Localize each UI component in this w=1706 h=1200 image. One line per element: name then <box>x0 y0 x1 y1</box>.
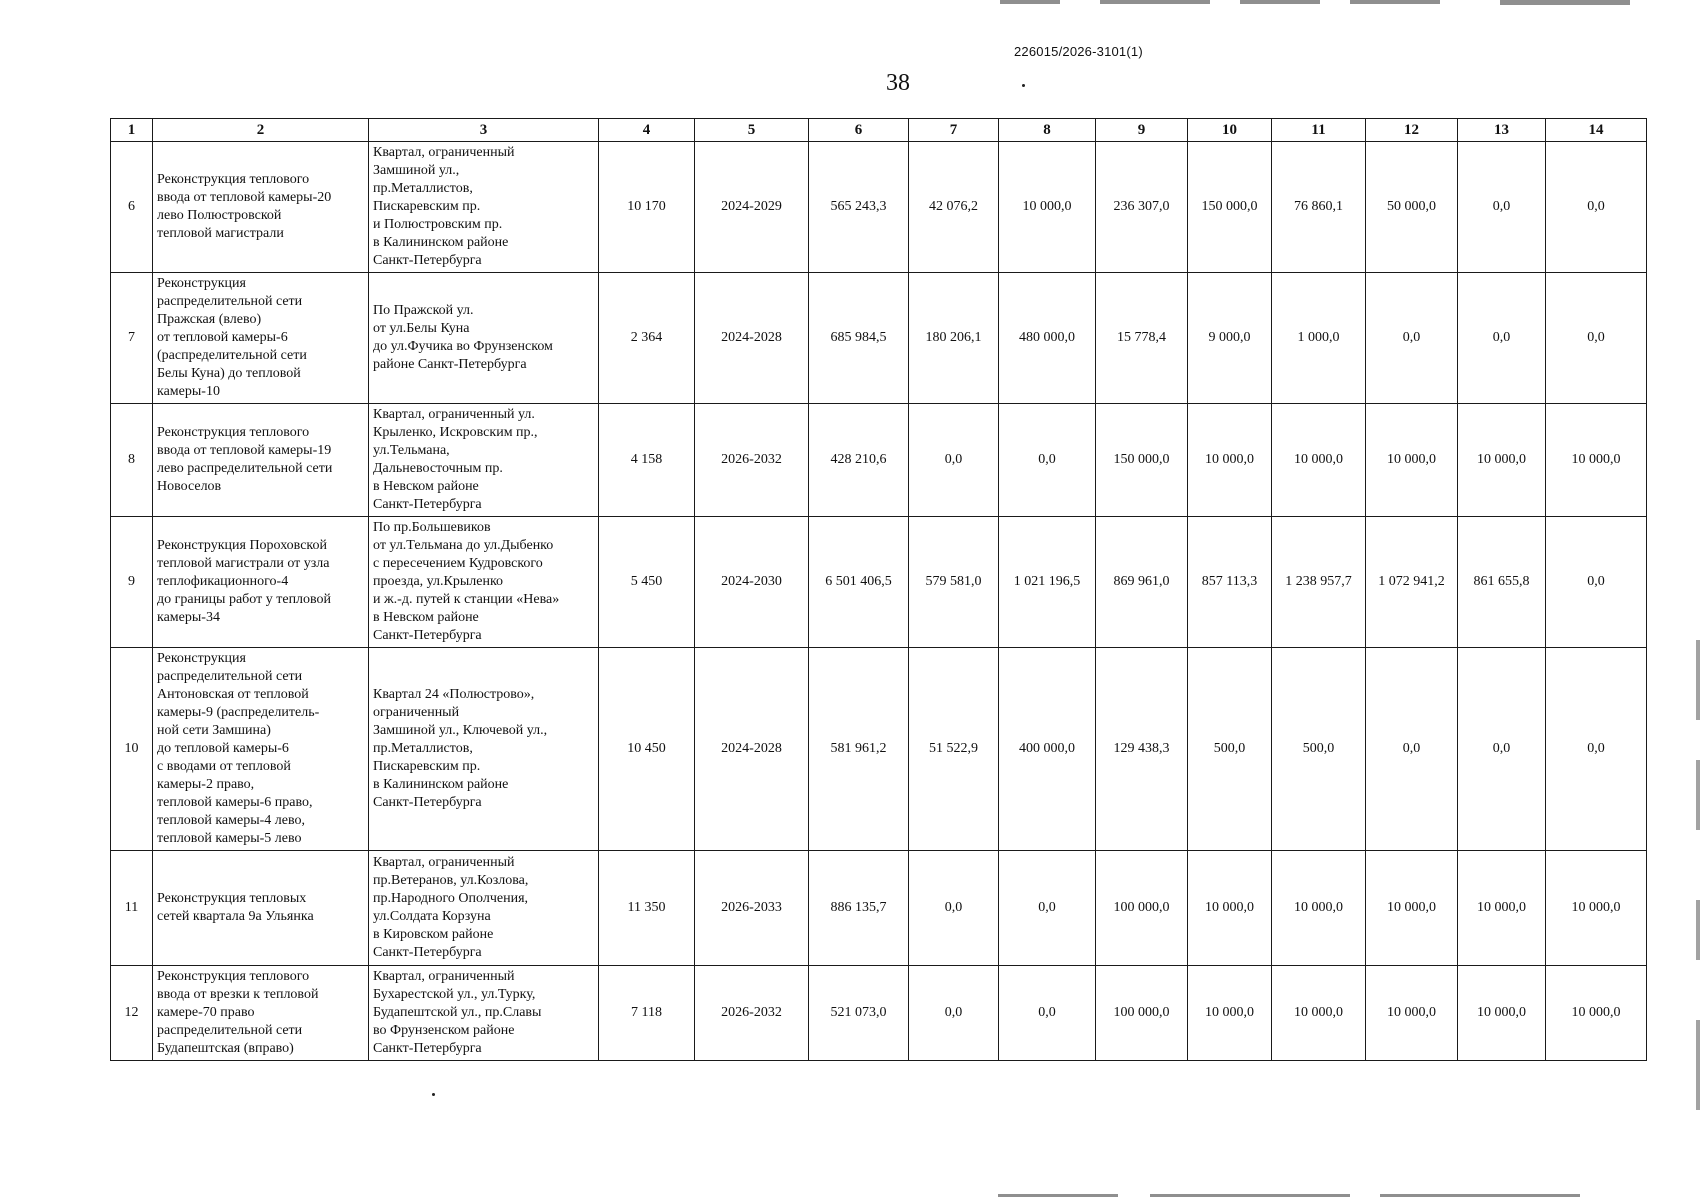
scan-artifact-bottom <box>998 1194 1118 1197</box>
object-name: Реконструкция распределительной сети Пражская (влево) от тепловой камеры-6 (распределительной сети Белы Куна) до тепловой камеры-10 <box>153 273 369 404</box>
column-header: 14 <box>1546 119 1647 142</box>
cell-col12: 10 000,0 <box>1366 851 1458 966</box>
cell-col14: 10 000,0 <box>1546 966 1647 1061</box>
object-location: Квартал, ограниченный пр.Ветеранов, ул.Козлова, пр.Народного Ополчения, ул.Солдата Корзуна в Кировском районе Санкт-Петербурга <box>369 851 599 966</box>
cell-col8: 400 000,0 <box>999 648 1096 851</box>
cell-col9: 15 778,4 <box>1096 273 1188 404</box>
column-header: 8 <box>999 119 1096 142</box>
cell-col6: 6 501 406,5 <box>809 517 909 648</box>
cell-col14: 0,0 <box>1546 142 1647 273</box>
object-location: По пр.Большевиков от ул.Тельмана до ул.Дыбенко с пересечением Кудровского проезда, ул.Крыленко и ж.-д. путей к станции «Нева» в Невском районе Санкт-Петербурга <box>369 517 599 648</box>
row-number: 7 <box>111 273 153 404</box>
table-row <box>111 142 1647 273</box>
cell-col12: 50 000,0 <box>1366 142 1458 273</box>
object-location: Квартал, ограниченный Бухарестской ул., ул.Турку, Будапештской ул., пр.Славы во Фрунзенском районе Санкт-Петербурга <box>369 966 599 1061</box>
table-row <box>111 517 1647 648</box>
column-header: 3 <box>369 119 599 142</box>
cell-col4: 10 170 <box>599 142 695 273</box>
column-header: 10 <box>1188 119 1272 142</box>
scan-artifact-bottom <box>1150 1194 1350 1197</box>
cell-col8: 1 021 196,5 <box>999 517 1096 648</box>
column-header: 2 <box>153 119 369 142</box>
cell-col10: 9 000,0 <box>1188 273 1272 404</box>
scan-artifact-right <box>1696 760 1700 830</box>
cell-col14: 0,0 <box>1546 273 1647 404</box>
cell-col9: 129 438,3 <box>1096 648 1188 851</box>
cell-col14: 0,0 <box>1546 517 1647 648</box>
scan-artifact-top <box>1500 0 1630 5</box>
scan-dot <box>1022 84 1025 87</box>
row-number: 10 <box>111 648 153 851</box>
object-location: По Пражской ул. от ул.Белы Куна до ул.Фучика во Фрунзенском районе Санкт-Петербурга <box>369 273 599 404</box>
cell-col9: 236 307,0 <box>1096 142 1188 273</box>
column-header: 4 <box>599 119 695 142</box>
object-location: Квартал, ограниченный Замшиной ул., пр.Металлистов, Пискаревским пр. и Полюстровским пр. в Калининском районе Санкт-Петербурга <box>369 142 599 273</box>
cell-col11: 10 000,0 <box>1272 966 1366 1061</box>
cell-col12: 0,0 <box>1366 648 1458 851</box>
scan-artifact-right <box>1696 900 1700 960</box>
cell-col13: 0,0 <box>1458 142 1546 273</box>
cell-col9: 150 000,0 <box>1096 404 1188 517</box>
cell-col11: 76 860,1 <box>1272 142 1366 273</box>
row-number: 12 <box>111 966 153 1061</box>
cell-col7: 0,0 <box>909 966 999 1061</box>
table-row <box>111 966 1647 1061</box>
column-header: 1 <box>111 119 153 142</box>
cell-col12: 1 072 941,2 <box>1366 517 1458 648</box>
cell-col5: 2024-2029 <box>695 142 809 273</box>
scan-artifact-right <box>1696 1020 1700 1110</box>
cell-col13: 861 655,8 <box>1458 517 1546 648</box>
cell-col4: 7 118 <box>599 966 695 1061</box>
cell-col14: 0,0 <box>1546 648 1647 851</box>
object-name: Реконструкция теплового ввода от тепловой камеры-20 лево Полюстровской тепловой магистрали <box>153 142 369 273</box>
cell-col4: 5 450 <box>599 517 695 648</box>
cell-col5: 2024-2028 <box>695 273 809 404</box>
page-number: 38 <box>886 70 910 96</box>
table-row <box>111 404 1647 517</box>
object-location: Квартал 24 «Полюстрово», ограниченный Замшиной ул., Ключевой ул., пр.Металлистов, Пискаревским пр. в Калининском районе Санкт-Петербурга <box>369 648 599 851</box>
cell-col7: 42 076,2 <box>909 142 999 273</box>
cell-col8: 10 000,0 <box>999 142 1096 273</box>
object-name: Реконструкция теплового ввода от врезки к тепловой камере-70 право распределительной сети Будапештская (вправо) <box>153 966 369 1061</box>
cell-col11: 500,0 <box>1272 648 1366 851</box>
cell-col10: 857 113,3 <box>1188 517 1272 648</box>
document-code: 226015/2026-3101(1) <box>1014 44 1143 59</box>
scan-artifact-top <box>1240 0 1320 4</box>
cell-col11: 10 000,0 <box>1272 851 1366 966</box>
cell-col8: 480 000,0 <box>999 273 1096 404</box>
cell-col13: 10 000,0 <box>1458 851 1546 966</box>
row-number: 11 <box>111 851 153 966</box>
cell-col8: 0,0 <box>999 404 1096 517</box>
scan-artifact-top <box>1100 0 1210 4</box>
cell-col10: 500,0 <box>1188 648 1272 851</box>
table-row <box>111 851 1647 966</box>
cell-col8: 0,0 <box>999 851 1096 966</box>
cell-col13: 0,0 <box>1458 648 1546 851</box>
cell-col7: 51 522,9 <box>909 648 999 851</box>
cell-col5: 2026-2032 <box>695 966 809 1061</box>
cell-col12: 10 000,0 <box>1366 966 1458 1061</box>
cell-col9: 869 961,0 <box>1096 517 1188 648</box>
cell-col14: 10 000,0 <box>1546 404 1647 517</box>
table-row <box>111 273 1647 404</box>
cell-col9: 100 000,0 <box>1096 966 1188 1061</box>
cell-col11: 1 238 957,7 <box>1272 517 1366 648</box>
cell-col5: 2026-2032 <box>695 404 809 517</box>
row-number: 6 <box>111 142 153 273</box>
scan-artifact-right <box>1696 640 1700 720</box>
cell-col5: 2026-2033 <box>695 851 809 966</box>
cell-col10: 10 000,0 <box>1188 851 1272 966</box>
cell-col10: 10 000,0 <box>1188 404 1272 517</box>
scan-artifact-top <box>1000 0 1060 4</box>
cell-col11: 1 000,0 <box>1272 273 1366 404</box>
cell-col4: 2 364 <box>599 273 695 404</box>
cell-col4: 4 158 <box>599 404 695 517</box>
row-number: 8 <box>111 404 153 517</box>
column-header: 9 <box>1096 119 1188 142</box>
object-location: Квартал, ограниченный ул. Крыленко, Искровским пр., ул.Тельмана, Дальневосточным пр. в Невском районе Санкт-Петербурга <box>369 404 599 517</box>
scan-artifact-bottom <box>1380 1194 1580 1197</box>
column-header: 11 <box>1272 119 1366 142</box>
object-name: Реконструкция теплового ввода от тепловой камеры-19 лево распределительной сети Новоселов <box>153 404 369 517</box>
column-header: 7 <box>909 119 999 142</box>
cell-col7: 0,0 <box>909 404 999 517</box>
cell-col6: 565 243,3 <box>809 142 909 273</box>
cell-col13: 10 000,0 <box>1458 966 1546 1061</box>
table-header-row <box>111 119 1647 142</box>
cell-col4: 11 350 <box>599 851 695 966</box>
column-header: 5 <box>695 119 809 142</box>
object-name: Реконструкция тепловых сетей квартала 9а Ульянка <box>153 851 369 966</box>
scan-dot <box>432 1093 435 1096</box>
data-table <box>110 118 1647 1061</box>
cell-col13: 10 000,0 <box>1458 404 1546 517</box>
row-number: 9 <box>111 517 153 648</box>
cell-col12: 10 000,0 <box>1366 404 1458 517</box>
object-name: Реконструкция Пороховской тепловой магистрали от узла теплофикационного-4 до границы работ у тепловой камеры-34 <box>153 517 369 648</box>
object-name: Реконструкция распределительной сети Антоновская от тепловой камеры-9 (распределитель- ной сети Замшина) до тепловой камеры-6 с вводами от тепловой камеры-2 право, тепловой камеры-6 право, тепловой камеры-4 лево, тепловой камеры-5 лево <box>153 648 369 851</box>
cell-col7: 180 206,1 <box>909 273 999 404</box>
cell-col12: 0,0 <box>1366 273 1458 404</box>
column-header: 12 <box>1366 119 1458 142</box>
cell-col6: 521 073,0 <box>809 966 909 1061</box>
scan-artifact-top <box>1350 0 1440 4</box>
cell-col6: 886 135,7 <box>809 851 909 966</box>
cell-col7: 579 581,0 <box>909 517 999 648</box>
cell-col8: 0,0 <box>999 966 1096 1061</box>
column-header: 13 <box>1458 119 1546 142</box>
cell-col6: 685 984,5 <box>809 273 909 404</box>
cell-col14: 10 000,0 <box>1546 851 1647 966</box>
cell-col11: 10 000,0 <box>1272 404 1366 517</box>
table-row <box>111 648 1647 851</box>
cell-col7: 0,0 <box>909 851 999 966</box>
cell-col5: 2024-2028 <box>695 648 809 851</box>
cell-col5: 2024-2030 <box>695 517 809 648</box>
cell-col13: 0,0 <box>1458 273 1546 404</box>
cell-col6: 581 961,2 <box>809 648 909 851</box>
cell-col10: 10 000,0 <box>1188 966 1272 1061</box>
cell-col4: 10 450 <box>599 648 695 851</box>
cell-col6: 428 210,6 <box>809 404 909 517</box>
column-header: 6 <box>809 119 909 142</box>
cell-col10: 150 000,0 <box>1188 142 1272 273</box>
cell-col9: 100 000,0 <box>1096 851 1188 966</box>
